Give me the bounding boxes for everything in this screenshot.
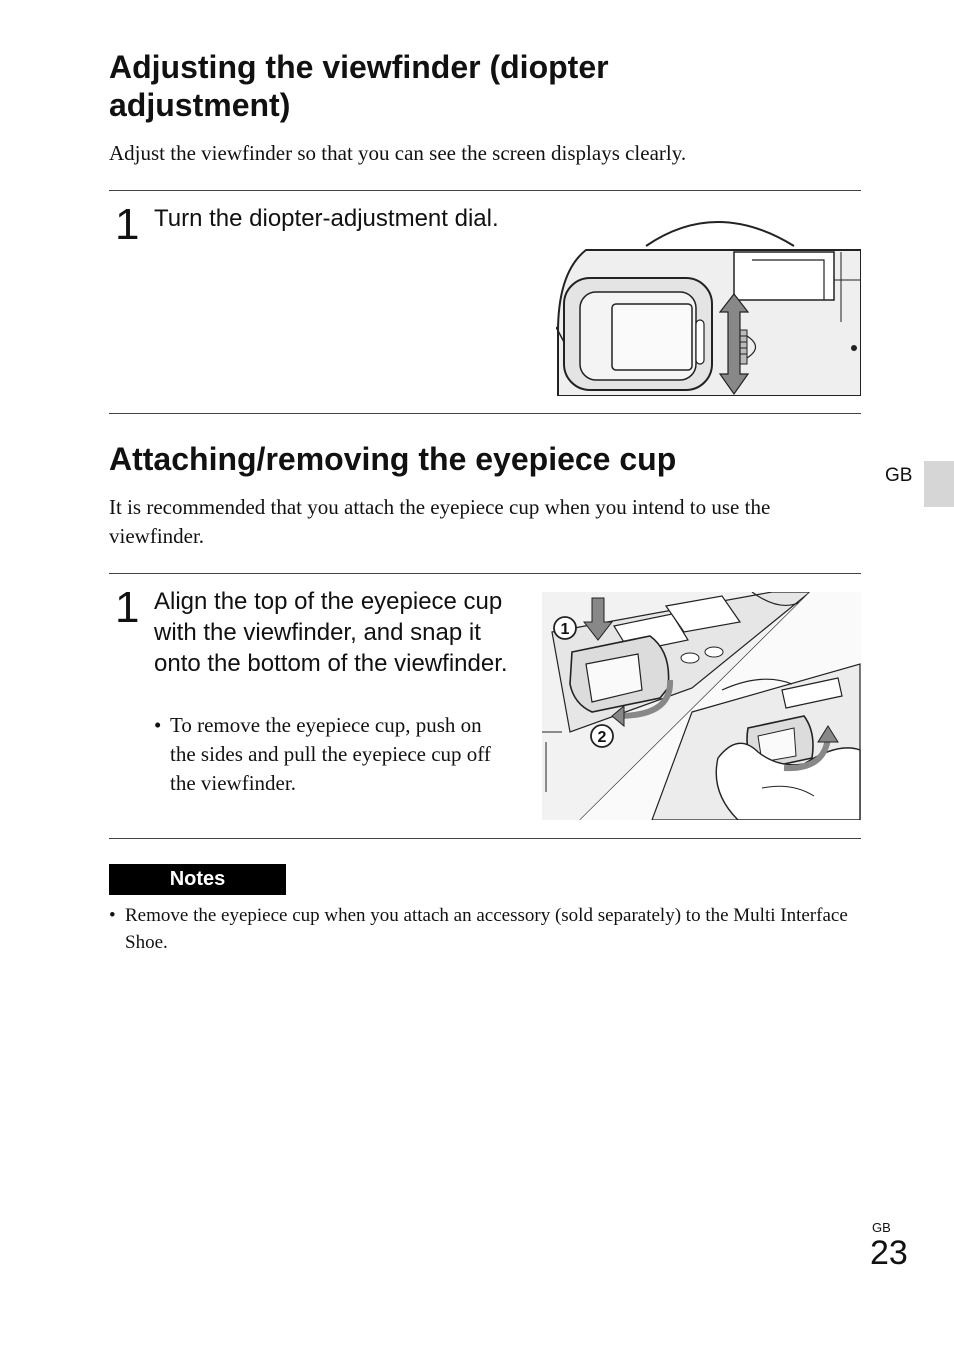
section-intro-eyepiece: It is recommended that you attach the eyepiece cup when you intend to use the viewfinder. <box>109 495 771 548</box>
diopter-illustration <box>556 212 861 396</box>
note-text: Remove the eyepiece cup when you attach an accessory (sold separately) to the Multi Interface Shoe. <box>125 905 848 953</box>
divider <box>109 838 861 839</box>
divider <box>109 413 861 414</box>
step-text-diopter: Turn the diopter-adjustment dial. <box>154 205 499 232</box>
page-lang-label: GB <box>872 1220 891 1235</box>
section-title-diopter: Adjusting the viewfinder (diopter adjustment) <box>109 49 609 123</box>
eyepiece-illustration <box>542 592 861 820</box>
bullet-text: To remove the eyepiece cup, push on the sides and pull the eyepiece cup off the viewfinder. <box>170 713 491 795</box>
divider <box>109 573 861 574</box>
step-number: 1 <box>115 200 140 249</box>
bullet-dot: • <box>154 713 162 737</box>
step-number: 1 <box>115 583 140 632</box>
notes-heading: Notes <box>109 864 286 895</box>
step-text-eyepiece: Align the top of the eyepiece cup with the viewfinder, and snap it onto the bottom of the viewfinder. <box>154 588 508 677</box>
callout-1: 1 <box>560 621 570 638</box>
section-intro-diopter: Adjust the viewfinder so that you can see the screen displays clearly. <box>109 141 687 165</box>
page-number: 23 <box>870 1234 908 1272</box>
side-tab <box>924 461 954 507</box>
side-tab-label: GB <box>885 465 913 486</box>
divider <box>109 190 861 191</box>
section-title-eyepiece: Attaching/removing the eyepiece cup <box>109 441 677 477</box>
callout-2: 2 <box>597 729 607 746</box>
bullet-dot: • <box>109 905 116 926</box>
